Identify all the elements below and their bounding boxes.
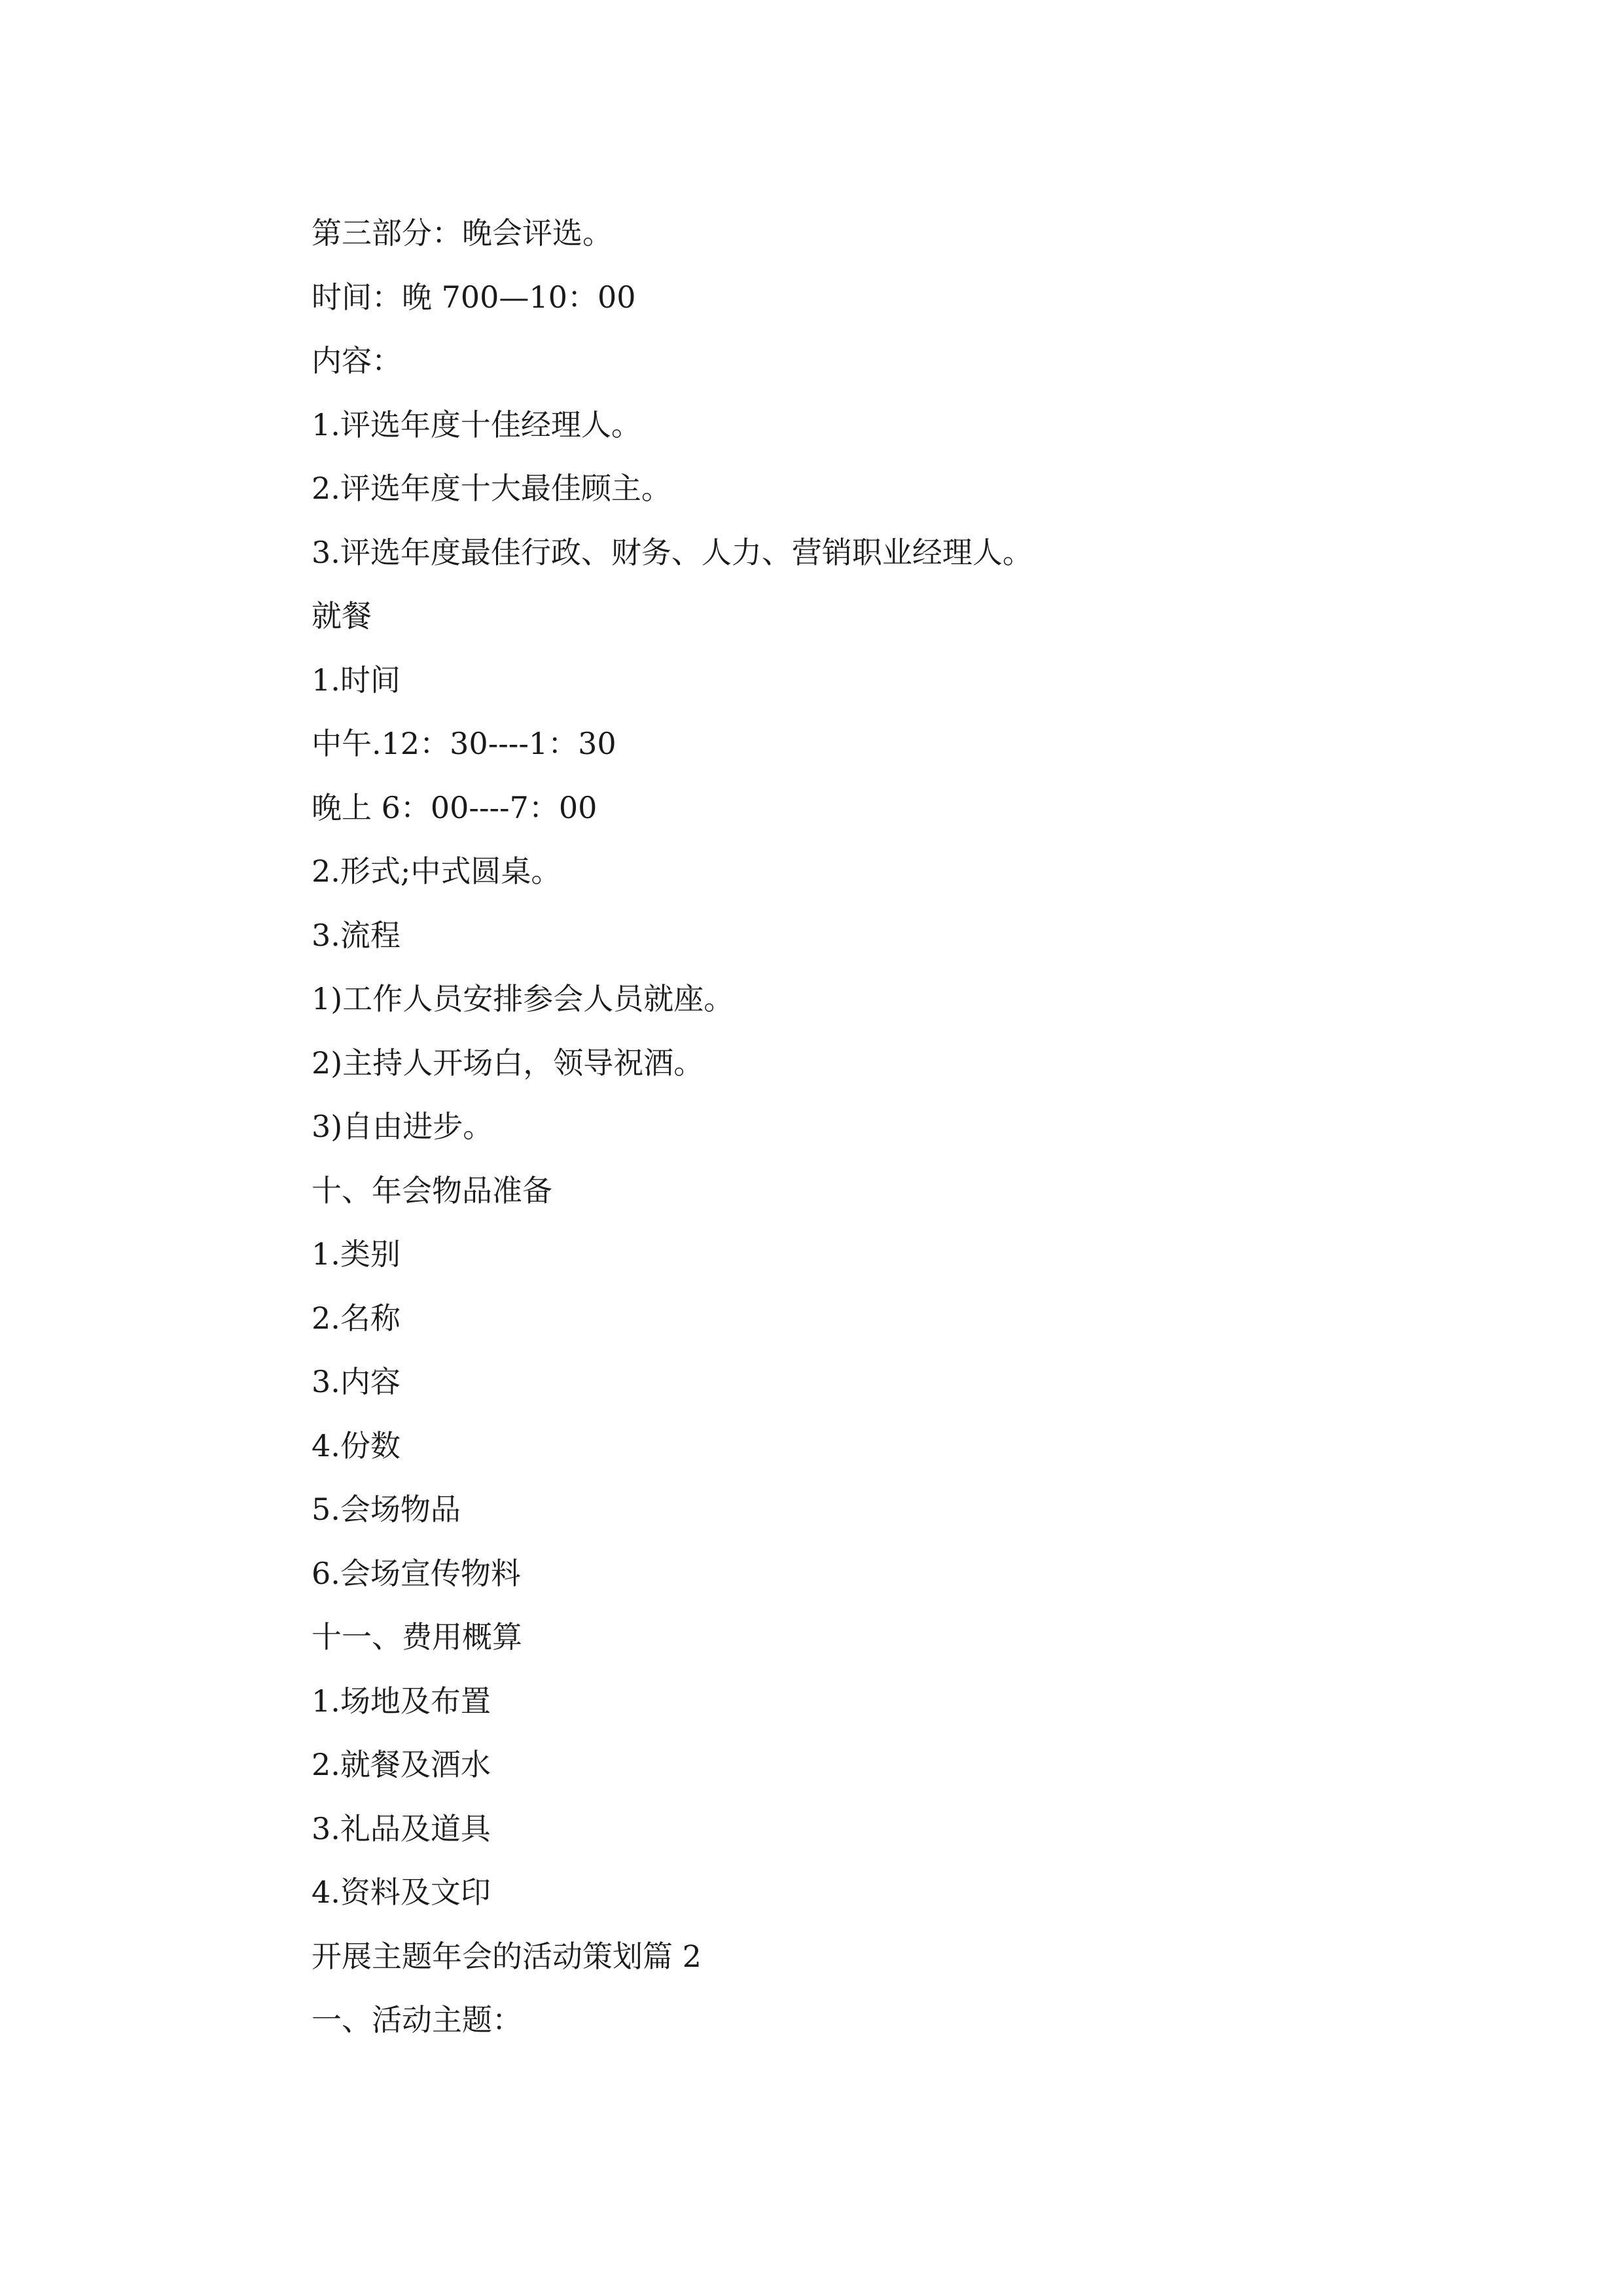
list-item: 1.场地及布置 bbox=[312, 1683, 491, 1719]
section-heading-part3: 第三部分：晚会评选。 bbox=[312, 215, 613, 251]
time-line: 晚上 6：00----7：00 bbox=[312, 789, 597, 825]
content-label: 内容： bbox=[312, 343, 402, 378]
list-item: 3.礼品及道具 bbox=[312, 1810, 491, 1846]
list-item: 3.流程 bbox=[312, 917, 401, 953]
section-heading-dining: 就餐 bbox=[312, 598, 372, 634]
list-item: 1.类别 bbox=[312, 1236, 401, 1272]
article-title-part2: 开展主题年会的活动策划篇 2 bbox=[312, 1938, 702, 1974]
list-item: 2.评选年度十大最佳顾主。 bbox=[312, 471, 671, 506]
section-heading-budget: 十一、费用概算 bbox=[312, 1619, 522, 1655]
list-item: 3)自由进步。 bbox=[312, 1109, 493, 1144]
list-item: 2.名称 bbox=[312, 1300, 401, 1336]
list-item: 1.时间 bbox=[312, 662, 401, 698]
time-line: 中午.12：30----1：30 bbox=[312, 726, 616, 761]
list-item: 1.评选年度十佳经理人。 bbox=[312, 406, 641, 442]
list-item: 2.形式;中式圆桌。 bbox=[312, 853, 562, 889]
list-item: 4.份数 bbox=[312, 1427, 401, 1463]
time-line: 时间：晚 700—10：00 bbox=[312, 279, 636, 315]
list-item: 1)工作人员安排参会人员就座。 bbox=[312, 981, 734, 1016]
list-item: 6.会场宣传物料 bbox=[312, 1555, 521, 1591]
list-item: 4.资料及文印 bbox=[312, 1874, 491, 1910]
section-heading-theme: 一、活动主题： bbox=[312, 2002, 522, 2037]
section-heading-supplies: 十、年会物品准备 bbox=[312, 1172, 552, 1208]
list-item: 5.会场物品 bbox=[312, 1492, 461, 1527]
list-item: 2)主持人开场白，领导祝酒。 bbox=[312, 1045, 704, 1081]
list-item: 3.评选年度最佳行政、财务、人力、营销职业经理人。 bbox=[312, 534, 1033, 570]
list-item: 2.就餐及酒水 bbox=[312, 1747, 491, 1782]
list-item: 3.内容 bbox=[312, 1364, 401, 1399]
document-body bbox=[312, 202, 1424, 2053]
